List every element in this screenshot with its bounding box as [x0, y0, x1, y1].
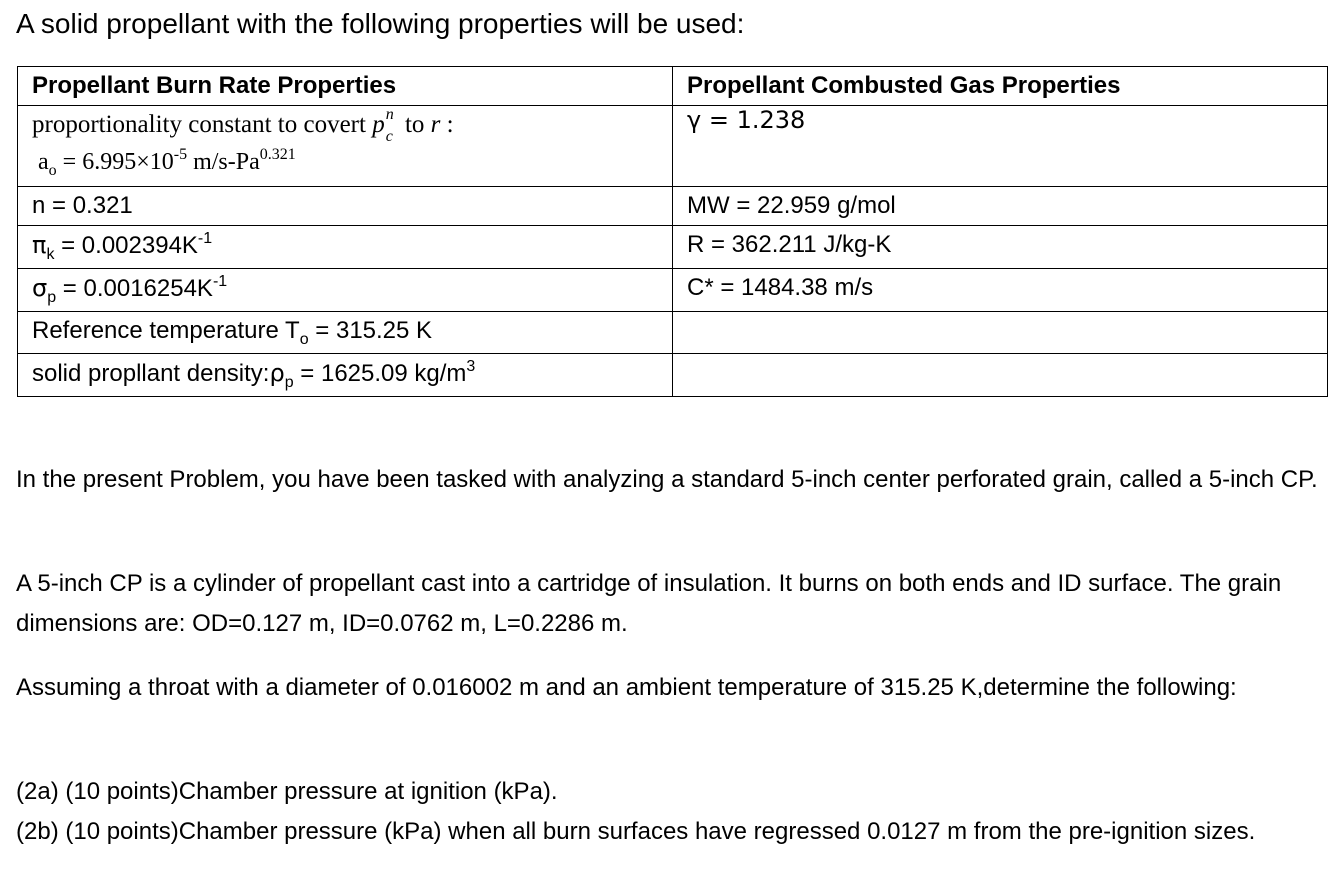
cell-empty-2: [673, 354, 1328, 397]
question-2a: (2a) (10 points)Chamber pressure at ignition (kPa).: [16, 778, 558, 805]
problem-paragraph-3: Assuming a throat with a diameter of 0.016002 m and an ambient temperature of 315.25 K,determine the following:: [16, 674, 1237, 701]
cell-density: solid propllant $density:\rho_p = 1625.09$ $kg/m^3$: [18, 354, 673, 397]
cell-r: R = 362.211 J/kg-K: [673, 226, 1328, 269]
cell-pi-k: $\pi_k = 0.002394K^{-1}$: [18, 226, 673, 269]
propellant-properties-table: [17, 66, 1328, 397]
cell-proportionality-constant: [18, 106, 673, 187]
problem-paragraph-1: In the present Problem, you have been tasked with analyzing a standard 5-inch center perforated grain, called a 5-inch CP.: [16, 466, 1318, 493]
question-2b: (2b) (10 points)Chamber pressure (kPa) when all burn surfaces have regressed 0.0127 m from the pre-ignition sizes.: [16, 818, 1256, 845]
cell-reference-temperature: Reference temperature $T_o = 315.25$ K: [18, 312, 673, 354]
cell-empty-1: [673, 312, 1328, 354]
cell-gamma: γ = 1.238: [673, 106, 1328, 187]
header-burn-rate: Propellant Burn Rate Properties: [18, 67, 673, 106]
cell-mw: MW = 22.959 g/mol: [673, 187, 1328, 226]
questions: [16, 772, 1326, 852]
header-gas-props: Propellant Combusted Gas Properties: [673, 67, 1328, 106]
cell-n: n = 0.321: [18, 187, 673, 226]
cell-sigma-p: $\sigma_p = 0.0016254K^{-1}$: [18, 269, 673, 312]
problem-paragraph-2: A 5-inch CP is a cylinder of propellant cast into a cartridge of insulation. It burns on both ends and ID surface. The grain dimensions are: OD=0.127 m, ID=0.0762 m, L=0.2286 m.: [16, 570, 1282, 637]
cell-cstar: C* = 1484.38 m/s: [673, 269, 1328, 312]
intro-text: A solid propellant with the following properties will be used:: [16, 8, 745, 39]
a0-value: $a_o = 6.995\times 10^{-5}$ $m/s-Pa^{0.321}$: [38, 146, 296, 179]
proportionality-label: proportionality constant to covert p n c to r :: [32, 106, 454, 145]
